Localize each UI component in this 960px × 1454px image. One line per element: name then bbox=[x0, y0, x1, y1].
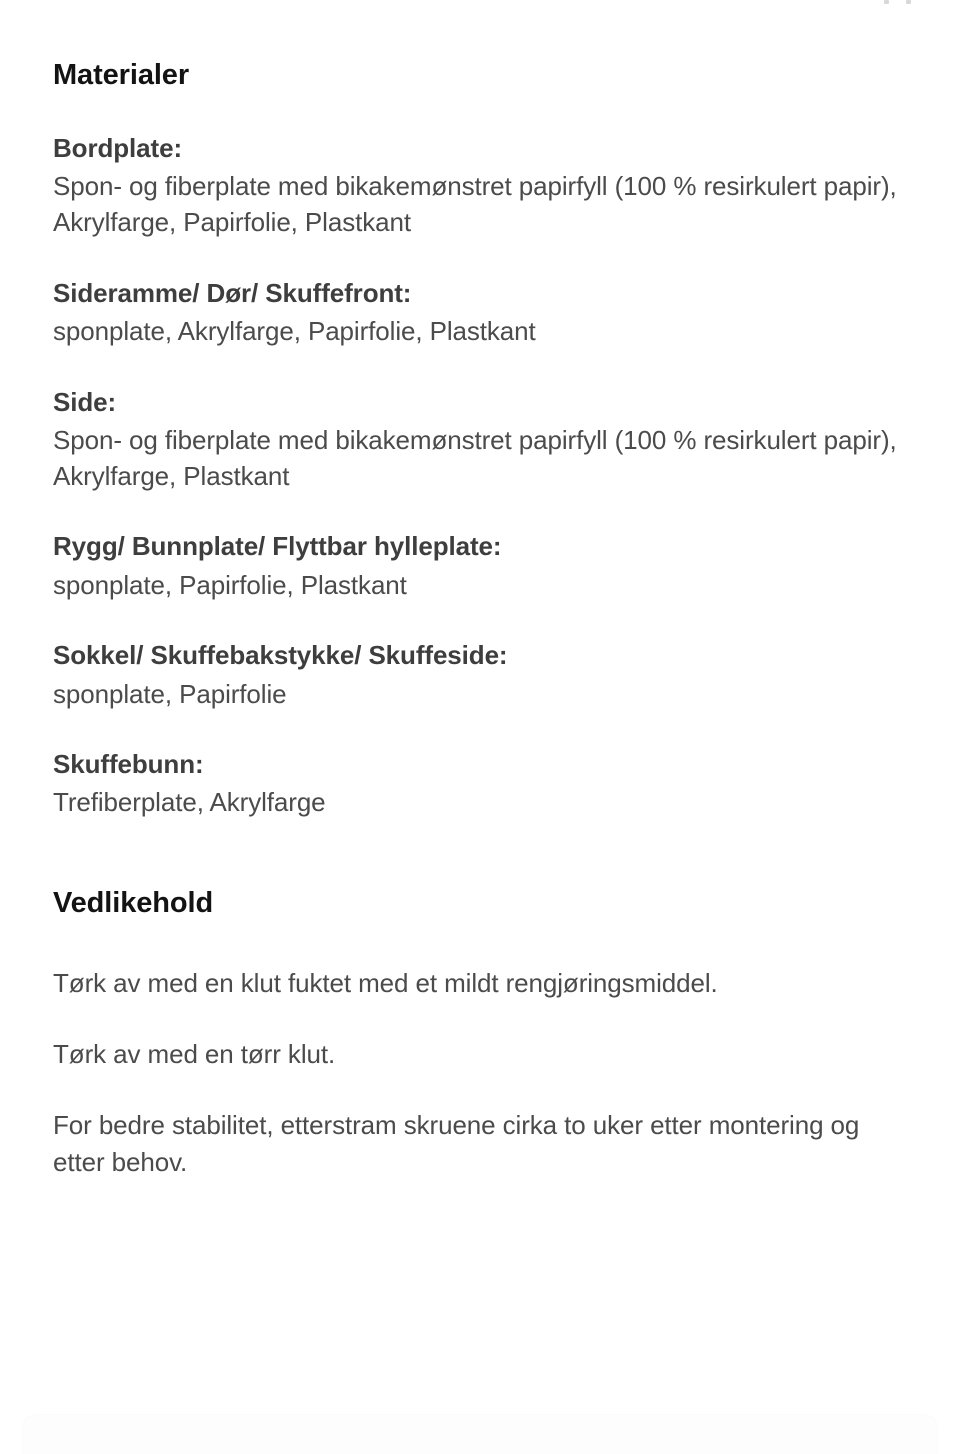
maintenance-paragraph: For bedre stabilitet, etterstram skruene cirka to uker etter montering og etter behov. bbox=[53, 1109, 860, 1177]
maintenance-section-title: Vedlikehold bbox=[53, 887, 214, 920]
material-value: sponplate, Papirfolie bbox=[53, 678, 287, 709]
material-value: Trefiberplate, Akrylfarge bbox=[53, 787, 326, 818]
material-item bbox=[53, 529, 905, 603]
material-item bbox=[53, 747, 905, 821]
material-item bbox=[53, 385, 905, 495]
maintenance-paragraph: Tørk av med en tørr klut. bbox=[53, 1039, 336, 1070]
section-spacer bbox=[53, 856, 905, 886]
next-section-card-edge bbox=[22, 1414, 938, 1454]
material-item bbox=[53, 131, 905, 241]
material-label: Sideramme/ Dør/ Skuffefront: bbox=[53, 277, 412, 308]
material-label: Sokkel/ Skuffebakstykke/ Skuffeside: bbox=[53, 640, 508, 671]
material-value: sponplate, Papirfolie, Plastkant bbox=[53, 569, 407, 600]
material-item bbox=[53, 638, 905, 712]
material-value: sponplate, Akrylfarge, Papirfolie, Plastkant bbox=[53, 315, 536, 346]
materials-section-title: Materialer bbox=[53, 59, 190, 91]
material-value: Spon- og fiberplate med bikakemønstret papirfyll (100 % resirkulert papir), Akrylfarge, Plastkant bbox=[53, 424, 897, 491]
material-label: Bordplate: bbox=[53, 132, 183, 163]
material-item bbox=[53, 276, 905, 350]
maintenance-paragraph: Tørk av med en klut fuktet med et mildt rengjøringsmiddel. bbox=[53, 968, 718, 999]
material-label: Rygg/ Bunnplate/ Flyttbar hylleplate: bbox=[53, 531, 502, 562]
material-value: Spon- og fiberplate med bikakemønstret papirfyll (100 % resirkulert papir), Akrylfarge, Papirfolie, Plastkant bbox=[53, 170, 897, 237]
material-label: Side: bbox=[53, 386, 117, 417]
material-label: Skuffebunn: bbox=[53, 749, 204, 780]
